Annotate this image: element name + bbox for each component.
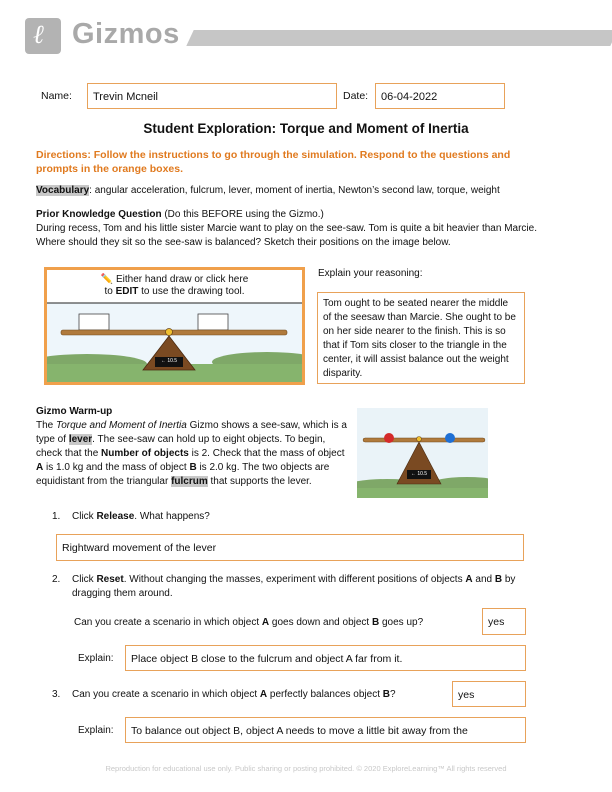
q1-text [72,510,210,524]
number-of-objects-term: Number of objects [101,448,189,459]
release-button-term: Release [96,511,135,522]
q2-sub-answer[interactable]: yes [482,608,526,635]
edit-link[interactable]: EDIT [115,286,139,297]
vocabulary-label: Vocabulary [36,185,90,196]
q3-pre: Can you create a scenario in which object [72,689,260,700]
object-a-term: A [36,462,44,473]
q2-sub-mid: goes down and object [269,617,372,628]
vocabulary [36,184,576,198]
explain-reasoning-label: Explain your reasoning: [318,268,423,279]
q2-sub-a: A [261,617,270,628]
prior-heading-note: (Do this BEFORE using the Gizmo.) [161,209,324,220]
drawing-box[interactable] [44,267,305,385]
warmup-text-7: that supports the lever. [207,476,312,487]
q3-explain-answer[interactable]: To balance out object B, object A needs to move a little bit away from the [125,717,526,743]
q2-explain-answer[interactable]: Place object B close to the fulcrum and object A far from it. [125,645,526,671]
q1-pre: Click [72,511,97,522]
q2-pre: Click [72,574,97,585]
warmup-gizmo-name: Torque and Moment of Inertia [56,420,187,431]
logo-mark: ℓ [33,20,44,50]
q3-explain-label: Explain: [78,725,114,736]
warmup-text-3: . The see-saw can hold up to eight objects. To begin, check that the [36,434,326,459]
q2-object-b: B [494,574,503,585]
vocabulary-text: : angular acceleration, fulcrum, lever, moment of inertia, Newton’s second law, torque, weight [89,185,500,196]
q2-end: by dragging them around. [72,574,516,599]
term-lever: lever [68,434,93,445]
prior-text: During recess, Tom and his little sister Marcie want to play on the see-saw. Tom is quite a bit heavier than Marcie. Where should they sit so the see-saw is balanced? Sketch their positions on the image below. [36,223,537,248]
q2-and: and [472,574,495,585]
q3-object-a: A [259,689,268,700]
logo-text: Gizmos [72,18,180,50]
warmup-text-5: is 1.0 kg and the mass of object [43,462,190,473]
date-label: Date: [343,90,369,102]
warmup-text-4: is 2. Check that the mass of object [188,448,345,459]
name-field[interactable]: Trevin Mcneil [87,83,337,109]
warmup-heading: Gizmo Warm-up [36,406,113,417]
draw-hint[interactable] [47,274,302,298]
q3-mid: perfectly balances object [267,689,383,700]
q1-answer[interactable]: Rightward movement of the lever [56,534,524,561]
page-title: Student Exploration: Torque and Moment of Inertia [143,121,469,136]
prior-knowledge [36,208,556,250]
q1-number: 1. [52,511,61,522]
q2-sub-b: B [371,617,380,628]
q2-number: 2. [52,574,61,585]
warmup-text-2: Gizmo shows a see-saw, which is a type of [36,420,347,445]
q3-answer[interactable]: yes [452,681,526,707]
term-fulcrum: fulcrum [171,476,208,487]
name-label: Name: [41,90,72,102]
q3-number: 3. [52,689,61,700]
explain-reasoning-answer[interactable]: Tom ought to be seated nearer the middle of the seesaw than Marcie. She ought to be on her side nearer to the finish. This is so that if Tom sits closer to the triangle in the center, it will assist balance out the weight disparity. [317,292,525,384]
q2-object-a: A [465,574,473,585]
gizmo-screenshot [357,408,488,498]
warmup-section [36,405,354,489]
gizmo-readout: ← 10.5 [410,471,428,477]
header-bar [186,30,612,46]
reset-button-term: Reset [96,574,124,585]
directions: Directions: Follow the instructions to go through the simulation. Respond to the questions and prompts in the orange boxes. [36,149,511,175]
q2-explain-label: Explain: [78,653,114,664]
q2-sub-end: goes up? [379,617,424,628]
q2-body: . Without changing the masses, experiment with different positions of objects [123,574,466,585]
gizmo-seesaw-illustration [357,408,488,498]
date-field[interactable]: 06-04-2022 [375,83,505,109]
fulcrum-readout: ← 10.5 [160,358,178,364]
q3-text [72,688,396,702]
object-b-term: B [189,462,197,473]
draw-hint-line-1: ✏️ Either hand draw or click here [100,274,249,285]
q2-subquestion [74,616,423,630]
q1-post: . What happens? [134,511,210,522]
draw-hint-pre: to [104,286,116,297]
prior-heading: Prior Knowledge Question [36,209,162,220]
q3-end: ? [389,689,396,700]
draw-hint-post: to use the drawing tool. [138,286,245,297]
q2-text [72,573,542,601]
warmup-text-1: The [36,420,57,431]
footer: Reproduction for educational use only. Public sharing or posting prohibited. © 2020 ExploreLearning™ All rights reserved [105,764,507,773]
q2-sub-pre: Can you create a scenario in which object [74,617,262,628]
q3-object-b: B [382,689,390,700]
warmup-text-6: is 2.0 kg. The two objects are equidistant from the triangular [36,462,330,487]
